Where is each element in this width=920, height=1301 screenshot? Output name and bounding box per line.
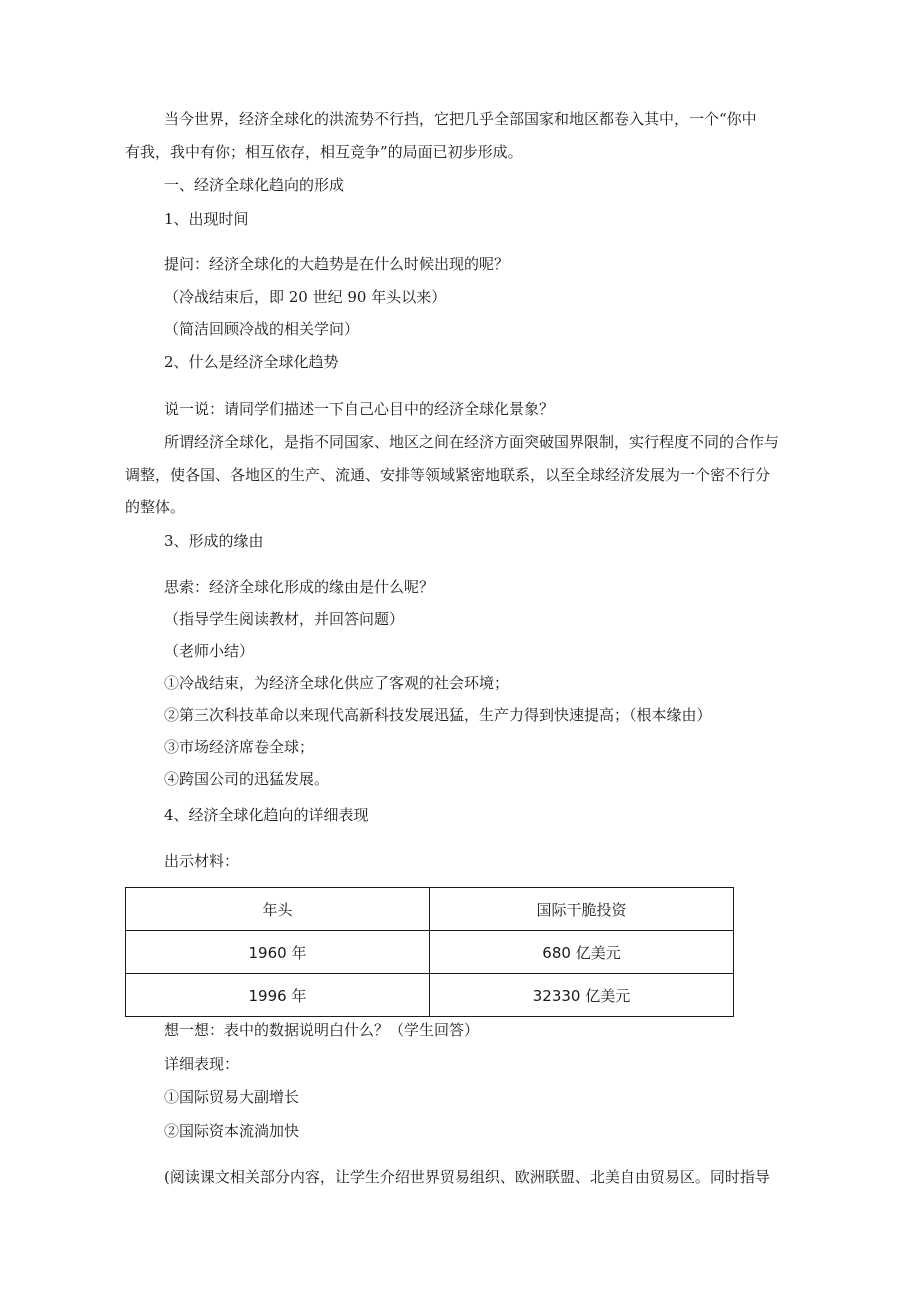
definition-line-3: 的整体。	[125, 498, 186, 516]
question-2: 说一说：请同学们描述一下自己心目中的经济全球化景象？	[164, 400, 555, 418]
subsection-heading-1: 1、出现时间	[164, 210, 249, 228]
subsection-heading-4: 4、经济全球化趋向的详细表现	[164, 806, 369, 824]
note-3b: （老师小结）	[164, 642, 255, 660]
detail-1: ①国际贸易大副增长	[164, 1088, 300, 1106]
detail-2: ②国际资本流淌加快	[164, 1122, 300, 1140]
table-row	[126, 931, 734, 974]
table-cell: 1960 年	[126, 931, 430, 974]
definition-line-2: 调整，使各国、各地区的生产、流通、安排等领域紧密地联系，以至全球经济发展为一个密不行分	[125, 466, 771, 484]
material-label: 出示材料：	[164, 852, 240, 870]
reason-2: ②第三次科技革命以来现代高新科技发展迅猛，生产力得到快速提高；（根本缘由）	[164, 706, 712, 724]
subsection-heading-2: 2、什么是经济全球化趋势	[164, 353, 339, 371]
detail-label: 详细表现：	[164, 1055, 240, 1073]
table-header-cell: 年头	[126, 888, 430, 931]
table-row	[126, 974, 734, 1017]
subsection-heading-3: 3、形成的缘由	[164, 532, 264, 550]
investment-table	[125, 887, 734, 1017]
reason-1: ①冷战结束，为经济全球化供应了客观的社会环境；	[164, 674, 510, 692]
definition-line-1: 所谓经济全球化，是指不同国家、地区之间在经济方面突破国界限制，实行程度不同的合作与	[164, 433, 780, 451]
note-1: （简洁回顾冷战的相关学问）	[164, 320, 360, 338]
intro-paragraph-line-2: 有我，我中有你；相互依存，相互竞争”的局面已初步形成。	[125, 143, 523, 161]
answer-1: （冷战结束后，即 20 世纪 90 年头以来）	[164, 288, 447, 306]
intro-paragraph-line-1: 当今世界，经济全球化的洪流势不行挡，它把几乎全部国家和地区都卷入其中，一个“你中	[164, 110, 757, 128]
table-cell: 680 亿美元	[430, 931, 734, 974]
question-3: 思索：经济全球化形成的缘由是什么呢？	[164, 578, 435, 596]
section-heading: 一、经济全球化趋向的形成	[164, 176, 345, 194]
table-cell: 1996 年	[126, 974, 430, 1017]
table-header-row	[126, 888, 734, 931]
reason-4: ④跨国公司的迅猛发展。	[164, 770, 330, 788]
table-cell: 32330 亿美元	[430, 974, 734, 1017]
final-paragraph-line: (阅读课文相关部分内容，让学生介绍世界贸易组织、欧洲联盟、北美自由贸易区。同时指导	[164, 1168, 770, 1186]
question-1: 提问：经济全球化的大趋势是在什么时候出现的呢？	[164, 255, 510, 273]
reason-3: ③市场经济席卷全球；	[164, 738, 315, 756]
note-3a: （指导学生阅读教材，并回答问题）	[164, 610, 405, 628]
question-4: 想一想：表中的数据说明白什么？（学生回答）	[164, 1021, 480, 1039]
table-header-cell: 国际干脆投资	[430, 888, 734, 931]
